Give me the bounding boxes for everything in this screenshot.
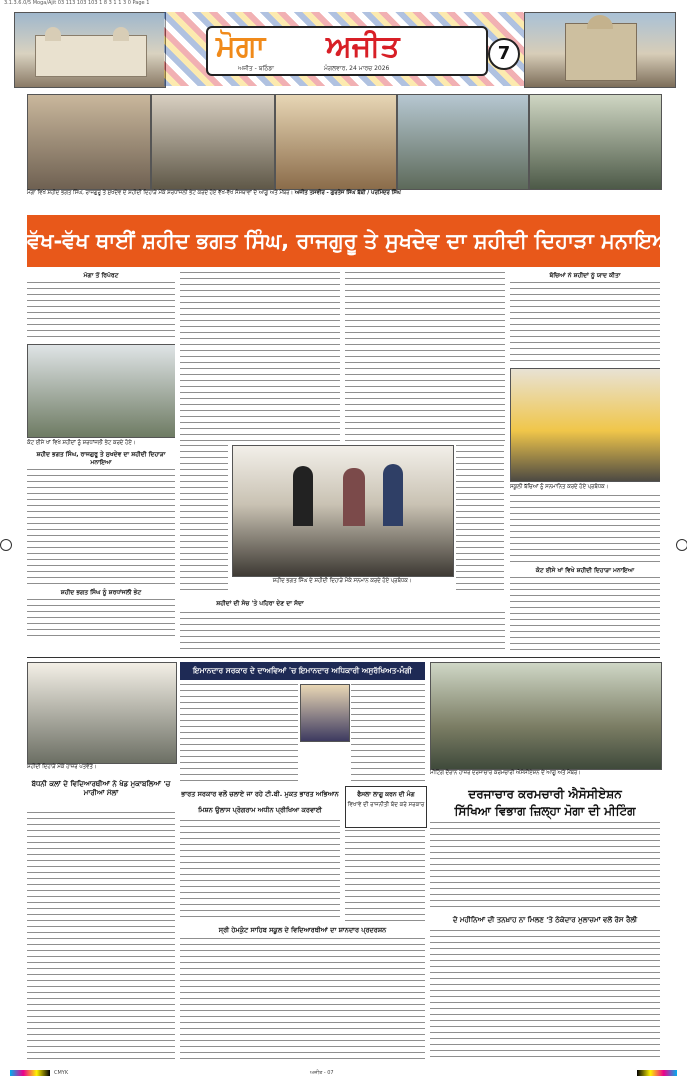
lower-left-caption: ਸ਼ਹੀਦੀ ਦਿਹਾੜੇ ਮੌਕੇ ਹਾਜ਼ਰ ਪਤਵੰਤੇ। (27, 764, 97, 770)
lower-mid-text-d (345, 830, 425, 922)
lower-mid-text-e (180, 938, 425, 1062)
top-photo-collage (27, 94, 660, 188)
lower-mid-headline: ਇਮਾਨਦਾਰ ਸਰਕਾਰ ਦੇ ਦਾਅਵਿਆਂ 'ਚ ਇਮਾਨਦਾਰ ਅਧਿਕਾਰੀ ਅਸੁਰੱਖਿਅਤ-ਮੰਗੀ (193, 666, 412, 675)
col1-photo (27, 344, 175, 438)
top-photo-1 (27, 94, 151, 190)
color-bar-right (637, 1070, 677, 1076)
lower-mid-text-c (180, 820, 340, 920)
color-bar-left (10, 1070, 50, 1076)
right-photo (510, 368, 660, 482)
masthead (14, 12, 674, 86)
center-text-a (180, 272, 340, 442)
col1-text-3 (27, 599, 175, 639)
lower-right-headline-2: ਸਿੱਖਿਆ ਵਿਭਾਗ ਜ਼ਿਲ੍ਹਾ ਮੋਗਾ ਦੀ ਮੀਟਿੰਗ (454, 804, 636, 818)
banner-headline-box (27, 215, 676, 267)
registration-mark-icon (676, 539, 687, 551)
top-caption (27, 190, 660, 197)
top-photo-5 (529, 94, 662, 190)
center-text-e (456, 445, 504, 595)
masthead-left-photo (14, 12, 166, 88)
center-subhead: ਸ਼ਹੀਦਾਂ ਦੀ ਸੋਚ 'ਤੇ ਪਹਿਰਾ ਦੇਣ ਦਾ ਸੱਦਾ (216, 600, 304, 607)
right-text-3 (510, 577, 660, 653)
top-photo-3 (275, 94, 397, 190)
center-photo-caption: ਸ਼ਹੀਦ ਭਗਤ ਸਿੰਘ ਦੇ ਸ਼ਹੀਦੀ ਦਿਹਾੜੇ ਮੌਕੇ ਸਨਮਾਨ ਕਰਦੇ ਹੋਏ ਪ੍ਰਬੰਧਕ। (272, 578, 412, 584)
portrait-photo-1 (300, 684, 350, 742)
col1-text (27, 282, 175, 340)
masthead-title-left: ਮੋਗਾ (216, 29, 266, 64)
lower-mid-headline-box (180, 662, 425, 680)
prepress-line: 3.1.3.6.0/5 Moga/Ajit 03 113 103 103 1 8 3 1 1 3 0 Page 1 (4, 0, 150, 6)
lower-mid-text-b (351, 684, 425, 784)
col1 (27, 272, 175, 652)
lower-left-text (27, 812, 175, 1062)
masthead-plate (206, 26, 488, 76)
center-text-b (345, 272, 505, 442)
registration-mark-icon (0, 539, 12, 551)
lower-left-headline: ਬੱਧਨੀ ਕਲਾਂ ਦੇ ਵਿਦਿਆਰਥੀਆਂ ਨੇ ਖੇਡ ਮੁਕਾਬਲਿਆਂ 'ਚ ਮਾਰੀਆਂ ਮੱਲਾਂ (31, 780, 171, 797)
col1-subhead: ਸ਼ਹੀਦ ਭਗਤ ਸਿੰਘ, ਰਾਜਗੁਰੂ ਤੇ ਸੁਖਦੇਵ ਦਾ ਸ਼ਹੀਦੀ ਦਿਹਾੜਾ ਮਨਾਇਆ (36, 450, 166, 466)
right-col (510, 272, 660, 652)
masthead-right-photo (524, 12, 676, 88)
footer-bar (10, 1070, 677, 1078)
lower-right-headline-1: ਦਰਜਾਚਾਰ ਕਰਮਚਾਰੀ ਐਸੋਸੀਏਸ਼ਨ (468, 787, 622, 801)
lower-mid-box-head: ਫੈਸਲਾ ਲਾਗੂ ਕਰਨ ਦੀ ਮੰਗ (357, 791, 415, 798)
lower-right-text-2 (430, 930, 660, 1062)
banner-headline: ਵੱਖ-ਵੱਖ ਥਾਈਂ ਸ਼ਹੀਦ ਭਗਤ ਸਿੰਘ, ਰਾਜਗੁਰੂ ਤੇ ਸੁਖਦੇਵ ਦਾ ਸ਼ਹੀਦੀ ਦਿਹਾੜਾ ਮਨਾਇਆ (27, 229, 676, 253)
section-divider (27, 657, 660, 658)
col1-subhead-2: ਸ਼ਹੀਦ ਭਗਤ ਸਿੰਘ ਨੂੰ ਸ਼ਰਧਾਂਜਲੀ ਭੇਟ (60, 588, 142, 596)
lower-right-caption: ਮੀਟਿੰਗ ਦੌਰਾਨ ਹਾਜ਼ਰ ਦਰਜਾਚਾਰ ਕਰਮਚਾਰੀ ਐਸੋਸੀਏਸ਼ਨ ਦੇ ਆਗੂ ਅਤੇ ਮੈਂਬਰ। (430, 770, 581, 776)
right-text-2 (510, 495, 660, 565)
footer-left: CMYK (54, 1070, 69, 1076)
center-text-c (180, 612, 505, 652)
top-photo-2 (151, 94, 275, 190)
lower-right-text (430, 822, 660, 912)
lower-mid-box-sub: ਵਿਖਾਵੇ ਦੀ ਰਾਜਨੀਤੀ ਬੰਦ ਕਰੇ ਸਰਕਾਰ (347, 802, 425, 808)
lower-mid-sub1: ਭਾਰਤ ਸਰਕਾਰ ਵਲੋਂ ਚਲਾਏ ਜਾ ਰਹੇ ਟੀ.ਬੀ. ਮੁਕਤ ਭਾਰਤ ਅਭਿਆਨ (181, 790, 339, 798)
masthead-title-right: ਅਜੀਤ (326, 29, 400, 64)
top-caption-credit: ਅਜੀਤ ਤਸਵੀਰ - ਗੁਰਤੇਜ ਸਿੰਘ ਬੱਬੀ / ਪਰਮਿੰਦਰ ਸਿੰਘ (294, 190, 401, 196)
top-caption-text: ਮੋਗਾ ਵਿਖੇ ਸ਼ਹੀਦ ਭਗਤ ਸਿੰਘ, ਰਾਜਗੁਰੂ ਤੇ ਸੁਖਦੇਵ ਦੇ ਸ਼ਹੀਦੀ ਦਿਹਾੜੇ ਮੌਕੇ ਸ਼ਰਧਾਂਜਲੀ ਭੇਟ ਕਰਦੇ ਹੋਏ ਵੱਖ-ਵੱਖ ਸੰਸਥਾਵਾਂ ਦੇ ਆਗੂ ਅਤੇ ਮੈਂਬਰ। (27, 190, 293, 196)
page-number: 7 (488, 38, 520, 70)
right-subhead: ਕੋਟ ਈਸੇ ਖਾਂ ਵਿਖੇ ਸ਼ਹੀਦੀ ਦਿਹਾੜਾ ਮਨਾਇਆ (535, 566, 635, 574)
center-photo (232, 445, 454, 577)
right-head: ਬੱਚਿਆਂ ਨੇ ਸ਼ਹੀਦਾਂ ਨੂੰ ਯਾਦ ਕੀਤਾ (549, 272, 621, 279)
top-photo-4 (397, 94, 529, 190)
col1-head: ਮੋਗਾ ਤੋਂ ਰਿਪੋਰਟ (83, 272, 119, 279)
col1-text-2 (27, 469, 175, 587)
lower-left-photo (27, 662, 177, 764)
masthead-date: ਮੰਗਲਵਾਰ, 24 ਮਾਰਚ 2026 (324, 65, 390, 72)
lower-right-sub: ਦੋ ਮਹੀਨਿਆਂ ਦੀ ਤਨਖ਼ਾਹ ਨਾ ਮਿਲਣ 'ਤੇ ਠੇਕੇਦਾਰ ਮੁਲਾਜ਼ਮਾਂ ਵਲੋਂ ਰੋਸ ਰੈਲੀ (452, 916, 638, 924)
lower-mid-sub2: ਮਿਸ਼ਨ ਉਲਾਸ ਪ੍ਰੋਗਰਾਮ ਅਧੀਨ ਪ੍ਰੀਖਿਆ ਕਰਵਾਈ (198, 806, 322, 814)
lower-right-photo (430, 662, 662, 770)
col1-photo-caption: ਕੋਟ ਈਸੇ ਖਾਂ ਵਿਖੇ ਸ਼ਹੀਦਾਂ ਨੂੰ ਸ਼ਰਧਾਂਜਲੀ ਭੇਟ ਕਰਦੇ ਹੋਏ। (27, 440, 136, 446)
lower-mid-box (345, 786, 427, 828)
masthead-subtitle: ਅਜੀਤ - ਬਠਿੰਡਾ (238, 65, 274, 72)
center-text-d (180, 445, 228, 595)
lower-mid-text-a (180, 684, 298, 784)
footer-mid: ਅਜੀਤ - 07 (310, 1070, 334, 1076)
right-text (510, 282, 660, 364)
right-photo-caption: ਸਕੂਲੀ ਬੱਚਿਆਂ ਨੂੰ ਸਨਮਾਨਿਤ ਕਰਦੇ ਹੋਏ ਪ੍ਰਬੰਧਕ। (510, 484, 609, 490)
lower-mid-sub3: ਸ੍ਰੀ ਹੇਮਕੁੰਟ ਸਾਹਿਬ ਸਕੂਲ ਦੇ ਵਿਦਿਆਰਥੀਆਂ ਦਾ ਸ਼ਾਨਦਾਰ ਪ੍ਰਦਰਸ਼ਨ (218, 926, 387, 934)
